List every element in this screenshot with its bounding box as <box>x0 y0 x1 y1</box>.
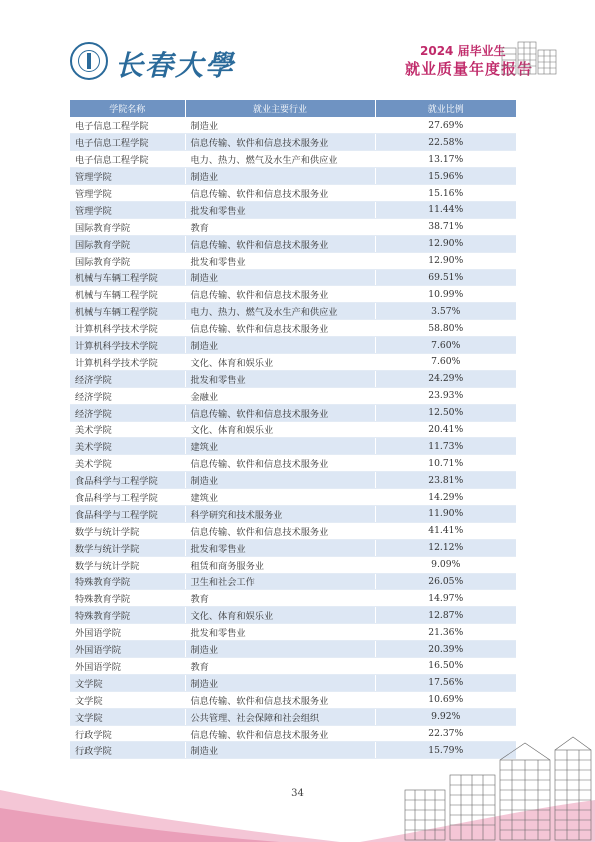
industry-cell: 信息传输、软件和信息技术服务业 <box>185 320 375 337</box>
table-row <box>70 252 516 269</box>
college-cell: 电子信息工程学院 <box>70 134 185 151</box>
table-row <box>70 235 516 252</box>
college-cell: 计算机科学技术学院 <box>70 320 185 337</box>
college-cell: 美术学院 <box>70 438 185 455</box>
industry-cell: 电力、热力、燃气及水生产和供应业 <box>185 303 375 320</box>
ratio-cell: 21.36% <box>375 624 516 641</box>
industry-cell: 信息传输、软件和信息技术服务业 <box>185 235 375 252</box>
ratio-cell: 58.80% <box>375 320 516 337</box>
industry-cell: 建筑业 <box>185 489 375 506</box>
industry-cell: 信息传输、软件和信息技术服务业 <box>185 185 375 202</box>
college-cell: 管理学院 <box>70 168 185 185</box>
industry-cell: 建筑业 <box>185 438 375 455</box>
industry-cell: 制造业 <box>185 168 375 185</box>
college-cell: 外国语学院 <box>70 624 185 641</box>
college-cell: 特殊教育学院 <box>70 607 185 624</box>
table-row <box>70 353 516 370</box>
table-row <box>70 489 516 506</box>
industry-cell: 批发和零售业 <box>185 252 375 269</box>
college-cell: 计算机科学技术学院 <box>70 337 185 354</box>
college-cell: 机械与车辆工程学院 <box>70 286 185 303</box>
college-cell: 机械与车辆工程学院 <box>70 303 185 320</box>
industry-cell: 信息传输、软件和信息技术服务业 <box>185 455 375 472</box>
ratio-cell: 12.87% <box>375 607 516 624</box>
industry-cell: 批发和零售业 <box>185 539 375 556</box>
table-row <box>70 370 516 387</box>
industry-cell: 金融业 <box>185 387 375 404</box>
industry-cell: 制造业 <box>185 269 375 286</box>
ratio-cell: 12.90% <box>375 235 516 252</box>
ratio-cell: 26.05% <box>375 573 516 590</box>
ratio-cell: 7.60% <box>375 337 516 354</box>
college-cell: 文学院 <box>70 674 185 691</box>
table-row <box>70 168 516 185</box>
ratio-cell: 23.93% <box>375 387 516 404</box>
industry-cell: 批发和零售业 <box>185 370 375 387</box>
ratio-cell: 14.97% <box>375 590 516 607</box>
college-cell: 国际教育学院 <box>70 235 185 252</box>
table-row <box>70 539 516 556</box>
ratio-cell: 15.79% <box>375 742 516 759</box>
table-row <box>70 658 516 675</box>
table-row <box>70 607 516 624</box>
ratio-cell: 20.39% <box>375 641 516 658</box>
ratio-cell: 7.60% <box>375 353 516 370</box>
college-cell: 管理学院 <box>70 201 185 218</box>
industry-cell: 制造业 <box>185 674 375 691</box>
table-row <box>70 641 516 658</box>
table-row <box>70 185 516 202</box>
college-cell: 管理学院 <box>70 185 185 202</box>
college-cell: 外国语学院 <box>70 641 185 658</box>
table-row <box>70 455 516 472</box>
ratio-cell: 10.71% <box>375 455 516 472</box>
table-row <box>70 674 516 691</box>
college-cell: 国际教育学院 <box>70 252 185 269</box>
ratio-cell: 12.12% <box>375 539 516 556</box>
table-row <box>70 218 516 235</box>
college-cell: 国际教育学院 <box>70 218 185 235</box>
industry-cell: 教育 <box>185 218 375 235</box>
table-header-row <box>70 100 516 117</box>
industry-cell: 教育 <box>185 590 375 607</box>
college-cell: 行政学院 <box>70 742 185 759</box>
industry-cell: 批发和零售业 <box>185 201 375 218</box>
college-cell: 行政学院 <box>70 725 185 742</box>
ratio-cell: 12.90% <box>375 252 516 269</box>
industry-cell: 批发和零售业 <box>185 624 375 641</box>
page-number: 34 <box>291 788 304 799</box>
college-cell: 特殊教育学院 <box>70 573 185 590</box>
college-cell: 美术学院 <box>70 455 185 472</box>
table-row <box>70 573 516 590</box>
ratio-cell: 27.69% <box>375 117 516 134</box>
ratio-cell: 22.37% <box>375 725 516 742</box>
college-cell: 数学与统计学院 <box>70 556 185 573</box>
industry-cell: 信息传输、软件和信息技术服务业 <box>185 725 375 742</box>
college-cell: 计算机科学技术学院 <box>70 353 185 370</box>
ratio-cell: 41.41% <box>375 522 516 539</box>
table-row <box>70 269 516 286</box>
table-row <box>70 387 516 404</box>
table-row <box>70 117 516 134</box>
college-cell: 文学院 <box>70 691 185 708</box>
industry-cell: 文化、体育和娱乐业 <box>185 353 375 370</box>
table-row <box>70 472 516 489</box>
ratio-cell: 15.96% <box>375 168 516 185</box>
college-cell: 美术学院 <box>70 421 185 438</box>
industry-cell: 信息传输、软件和信息技术服务业 <box>185 404 375 421</box>
industry-cell: 制造业 <box>185 742 375 759</box>
college-cell: 数学与统计学院 <box>70 522 185 539</box>
table-row <box>70 438 516 455</box>
ratio-cell: 69.51% <box>375 269 516 286</box>
college-cell: 经济学院 <box>70 404 185 421</box>
employment-industry-table <box>70 100 516 759</box>
table-row <box>70 691 516 708</box>
college-cell: 电子信息工程学院 <box>70 117 185 134</box>
college-cell: 数学与统计学院 <box>70 539 185 556</box>
industry-cell: 公共管理、社会保障和社会组织 <box>185 708 375 725</box>
report-title: 就业质量年度报告 <box>405 60 534 78</box>
header-industry: 就业主要行业 <box>185 100 375 117</box>
ratio-cell: 38.71% <box>375 218 516 235</box>
table-row <box>70 201 516 218</box>
industry-cell: 制造业 <box>185 117 375 134</box>
ratio-cell: 9.09% <box>375 556 516 573</box>
industry-cell: 信息传输、软件和信息技术服务业 <box>185 522 375 539</box>
industry-cell: 信息传输、软件和信息技术服务业 <box>185 134 375 151</box>
industry-cell: 电力、热力、燃气及水生产和供应业 <box>185 151 375 168</box>
college-cell: 特殊教育学院 <box>70 590 185 607</box>
table-row <box>70 404 516 421</box>
industry-cell: 信息传输、软件和信息技术服务业 <box>185 286 375 303</box>
table-row <box>70 505 516 522</box>
college-cell: 经济学院 <box>70 387 185 404</box>
industry-cell: 制造业 <box>185 641 375 658</box>
ratio-cell: 16.50% <box>375 658 516 675</box>
table-row <box>70 421 516 438</box>
industry-cell: 卫生和社会工作 <box>185 573 375 590</box>
ratio-cell: 10.99% <box>375 286 516 303</box>
industry-cell: 文化、体育和娱乐业 <box>185 607 375 624</box>
ratio-cell: 3.57% <box>375 303 516 320</box>
college-cell: 文学院 <box>70 708 185 725</box>
industry-cell: 制造业 <box>185 472 375 489</box>
building-sketch-icon <box>498 38 560 76</box>
college-cell: 食品科学与工程学院 <box>70 489 185 506</box>
ratio-cell: 20.41% <box>375 421 516 438</box>
table-row <box>70 337 516 354</box>
table-row <box>70 556 516 573</box>
table-row <box>70 590 516 607</box>
table-row <box>70 151 516 168</box>
ratio-cell: 11.90% <box>375 505 516 522</box>
college-cell: 电子信息工程学院 <box>70 151 185 168</box>
table-row <box>70 624 516 641</box>
ratio-cell: 9.92% <box>375 708 516 725</box>
ratio-cell: 11.44% <box>375 201 516 218</box>
ratio-cell: 23.81% <box>375 472 516 489</box>
industry-cell: 信息传输、软件和信息技术服务业 <box>185 691 375 708</box>
college-cell: 机械与车辆工程学院 <box>70 269 185 286</box>
ratio-cell: 11.73% <box>375 438 516 455</box>
industry-cell: 制造业 <box>185 337 375 354</box>
table-row <box>70 522 516 539</box>
college-cell: 食品科学与工程学院 <box>70 505 185 522</box>
ratio-cell: 10.69% <box>375 691 516 708</box>
college-cell: 经济学院 <box>70 370 185 387</box>
table-row <box>70 134 516 151</box>
ratio-cell: 17.56% <box>375 674 516 691</box>
header-ratio: 就业比例 <box>375 100 516 117</box>
header-college: 学院名称 <box>70 100 185 117</box>
industry-cell: 教育 <box>185 658 375 675</box>
ratio-cell: 14.29% <box>375 489 516 506</box>
university-logo-text: 长春大學 <box>115 49 236 82</box>
table-row <box>70 708 516 725</box>
ratio-cell: 22.58% <box>375 134 516 151</box>
college-cell: 食品科学与工程学院 <box>70 472 185 489</box>
table-row <box>70 320 516 337</box>
industry-cell: 文化、体育和娱乐业 <box>185 421 375 438</box>
report-year: 2024 届毕业生 <box>420 44 506 58</box>
industry-cell: 租赁和商务服务业 <box>185 556 375 573</box>
table-row <box>70 286 516 303</box>
page-header <box>0 0 595 95</box>
industry-cell: 科学研究和技术服务业 <box>185 505 375 522</box>
university-seal-icon <box>70 42 108 80</box>
ratio-cell: 13.17% <box>375 151 516 168</box>
college-cell: 外国语学院 <box>70 658 185 675</box>
ratio-cell: 24.29% <box>375 370 516 387</box>
ratio-cell: 15.16% <box>375 185 516 202</box>
table-row <box>70 303 516 320</box>
ratio-cell: 12.50% <box>375 404 516 421</box>
